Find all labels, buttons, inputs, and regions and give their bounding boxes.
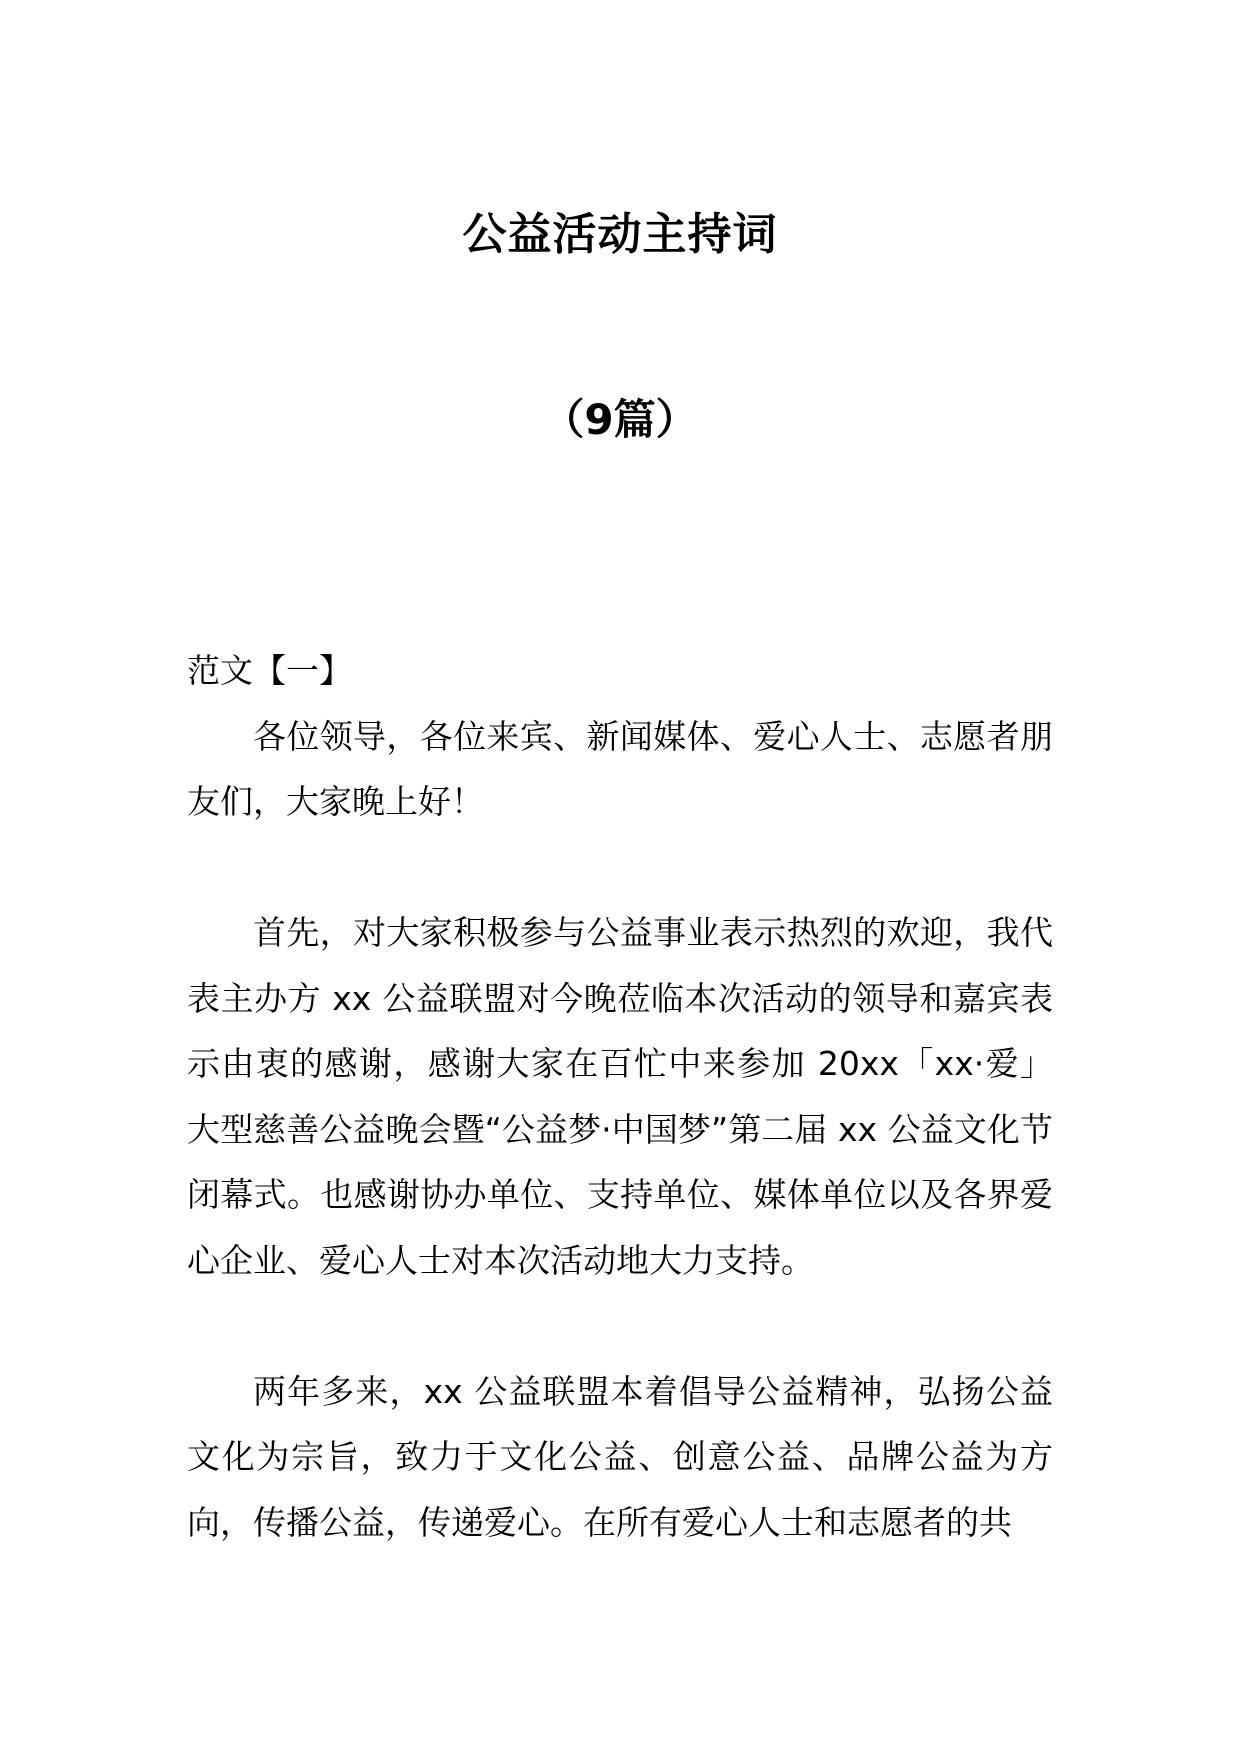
section-heading: 范文【一】 (187, 651, 352, 690)
document-body (187, 638, 1053, 1555)
paragraph-spacer (187, 835, 1053, 901)
paragraph-welcome: 首先，对大家积极参与公益事业表示热烈的欢迎，我代表主办方 xx 公益联盟对今晚莅临本次活动的领导和嘉宾表示由衷的感谢，感谢大家在百忙中来参加 20xx「xx·爱」大型慈善公益晚会暨“公益梦·中国梦”第二届 xx 公益文化节闭幕式。也感谢协办单位、支持单位、媒体单位以及各界爱心企业、爱心人士对本次活动地大力支持。 (187, 913, 1053, 1280)
document-title: 公益活动主持词 (462, 209, 778, 260)
paragraph-history: 两年多来，xx 公益联盟本着倡导公益精神，弘扬公益文化为宗旨，致力于文化公益、创意公益、品牌公益为方向，传播公益，传递爱心。在所有爱心人士和志愿者的共 (187, 1371, 1053, 1542)
paragraph-spacer (187, 1293, 1053, 1359)
document-subtitle: （9篇） (542, 395, 698, 444)
paragraph-greeting: 各位领导，各位来宾、新闻媒体、爱心人士、志愿者朋友们，大家晚上好！ (187, 716, 1053, 821)
